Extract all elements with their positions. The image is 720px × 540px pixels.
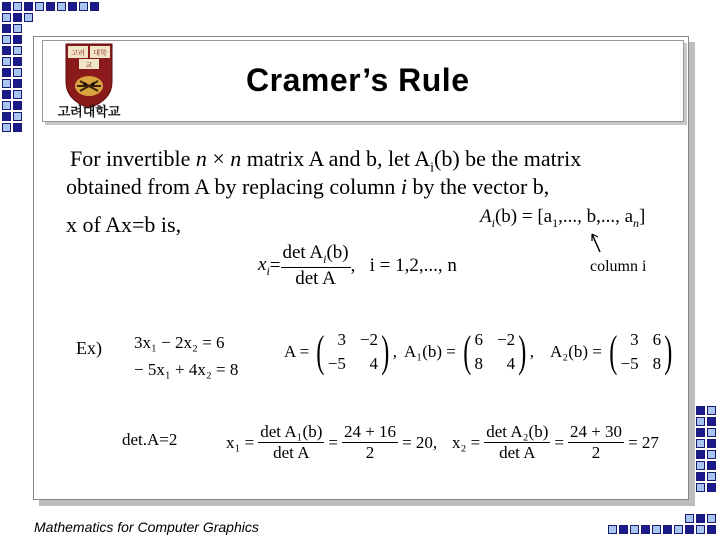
decor-square — [2, 79, 11, 88]
example-label: Ex) — [76, 338, 102, 358]
slide-title: Cramer’s Rule — [246, 62, 470, 98]
cramer-formula: $x_i$ = $\frac{\det A_i(b)}{\text{det A}}$ , i = 1,2,..., n — [258, 242, 457, 289]
decor-square — [696, 514, 705, 523]
decor-square — [674, 525, 683, 534]
intro-line-1: For invertible n × n matrix A and b, let $A_i(b)$ be the matrix — [70, 146, 582, 176]
decor-square — [707, 483, 716, 492]
system-eq-2: − 5x₁ + 4x₂ = 8 — [134, 360, 239, 379]
footer-course-title: Mathematics for Computer Graphics — [34, 519, 259, 535]
decor-square — [707, 525, 716, 534]
decor-square — [696, 439, 705, 448]
decor-square — [68, 2, 77, 11]
decor-square — [2, 101, 11, 110]
decor-square — [685, 525, 694, 534]
decor-square — [13, 90, 22, 99]
decor-square — [707, 461, 716, 470]
decor-square — [13, 112, 22, 121]
decor-square — [2, 13, 11, 22]
matrix-A: A = ( 3 −2 −5 4 ) , — [284, 327, 397, 376]
system-eq-1: 3x₁ − 2x₂ = 6 — [134, 333, 225, 352]
intro-line-2: obtained from A by replacing column i by the vector b, — [66, 174, 550, 199]
decor-square — [707, 417, 716, 426]
university-logo — [44, 42, 134, 118]
decor-square — [707, 472, 716, 481]
decor-square — [707, 406, 716, 415]
decor-square — [13, 123, 22, 132]
decor-square — [707, 450, 716, 459]
decor-square — [2, 24, 11, 33]
decor-square — [696, 461, 705, 470]
svg-text:고려대학교: 고려대학교 — [57, 105, 121, 118]
decor-square — [2, 90, 11, 99]
decor-square — [696, 406, 705, 415]
decor-square — [57, 2, 66, 11]
decor-square — [24, 13, 33, 22]
decor-square — [707, 439, 716, 448]
decor-square — [2, 57, 11, 66]
decor-square — [652, 525, 661, 534]
decor-square — [13, 46, 22, 55]
decor-square — [13, 13, 22, 22]
decor-square — [696, 472, 705, 481]
decor-square — [79, 2, 88, 11]
decor-square — [13, 68, 22, 77]
svg-text:대학: 대학 — [93, 49, 107, 57]
decor-square — [641, 525, 650, 534]
decor-square — [2, 46, 11, 55]
decor-square — [13, 57, 22, 66]
decor-square — [707, 428, 716, 437]
decor-square — [24, 2, 33, 11]
decor-square — [90, 2, 99, 11]
decor-square — [2, 123, 11, 132]
x1-solution: x₁ = $\frac{\text{det A₁(b)}}{\text{det A}}$ = $\frac{24 + 16}{2}$ = 20, — [226, 422, 438, 462]
matrix-A1: A₁(b) = ( 6 −2 8 4 ) , — [404, 327, 535, 376]
svg-text:교: 교 — [85, 61, 93, 69]
svg-text:고려: 고려 — [71, 49, 85, 57]
decor-square — [46, 2, 55, 11]
column-i-label: column i — [590, 258, 647, 275]
det-label: det.A=2 — [122, 430, 178, 449]
decor-square — [13, 24, 22, 33]
decor-square — [13, 101, 22, 110]
decor-square — [696, 450, 705, 459]
decor-square — [685, 514, 694, 523]
decor-square — [2, 112, 11, 121]
decor-square — [696, 525, 705, 534]
decor-square — [13, 35, 22, 44]
decor-square — [13, 2, 22, 11]
decor-square — [707, 514, 716, 523]
decor-square — [630, 525, 639, 534]
decor-square — [619, 525, 628, 534]
decor-square — [2, 2, 11, 11]
x2-solution: x₂ = $\frac{\text{det A₂(b)}}{\text{det A}}$ = $\frac{24 + 30}{2}$ = 27 — [452, 422, 659, 462]
intro-line-3: x of Ax=b is, — [66, 212, 182, 237]
definition-ai-b: $A_i(b) = [a_1$,..., b,..., $a_n$] — [480, 206, 646, 230]
decor-square — [696, 483, 705, 492]
decor-square — [2, 35, 11, 44]
decor-square — [608, 525, 617, 534]
decor-square — [663, 525, 672, 534]
decor-square — [35, 2, 44, 11]
matrix-A2: A₂(b) = ( 3 6 −5 8 ) — [550, 327, 673, 376]
decor-square — [13, 79, 22, 88]
decor-square — [696, 417, 705, 426]
decor-square — [2, 68, 11, 77]
column-arrow-icon — [590, 232, 606, 256]
decor-square — [696, 428, 705, 437]
